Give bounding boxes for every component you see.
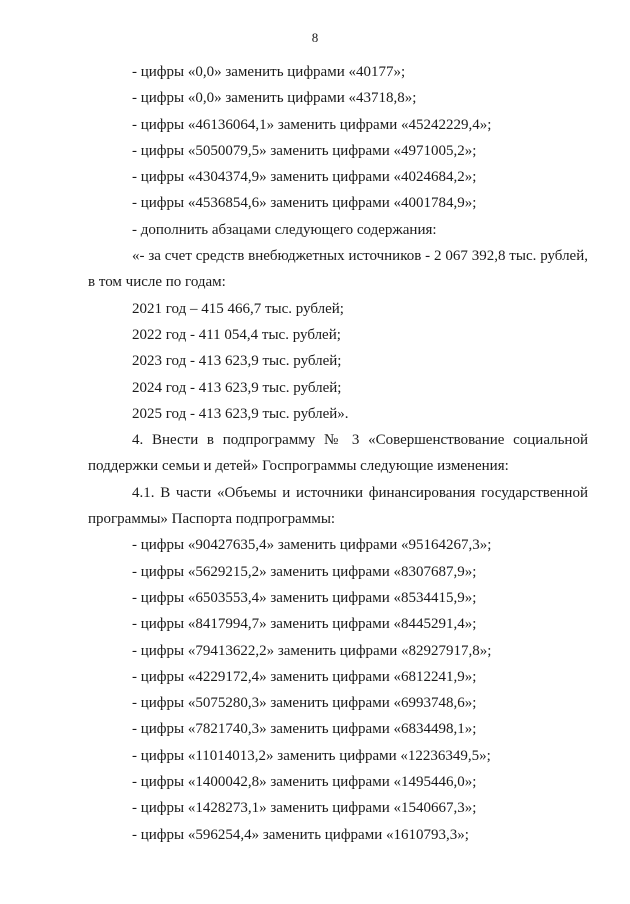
text-line: - цифры «8417994,7» заменить цифрами «8445291,4»; <box>132 616 477 633</box>
text-line: - цифры «79413622,2» заменить цифрами «82927917,8»; <box>132 642 492 659</box>
text-line: 2021 год – 415 466,7 тыс. рублей; <box>132 300 344 317</box>
text-line: - цифры «1400042,8» заменить цифрами «1495446,0»; <box>132 774 477 791</box>
document-body <box>88 59 588 848</box>
text-line: - цифры «1428273,1» заменить цифрами «1540667,3»; <box>132 800 477 817</box>
text-line: 2023 год - 413 623,9 тыс. рублей; <box>132 353 342 370</box>
text-line: - цифры «0,0» заменить цифрами «40177»; <box>132 64 406 80</box>
text-line: программы» Паспорта подпрограммы: <box>88 511 336 528</box>
text-line: - цифры «596254,4» заменить цифрами «1610793,3»; <box>132 826 469 843</box>
text-line: - цифры «7821740,3» заменить цифрами «6834498,1»; <box>132 721 477 738</box>
text-line: - цифры «4304374,9» заменить цифрами «4024684,2»; <box>132 169 477 186</box>
text-line: - дополнить абзацами следующего содержания: <box>132 221 437 238</box>
text-line: 2024 год - 413 623,9 тыс. рублей; <box>132 379 342 396</box>
text-line: поддержки семьи и детей» Госпрограммы следующие изменения: <box>88 458 509 475</box>
text-line: - цифры «11014013,2» заменить цифрами «12236349,5»; <box>132 747 491 764</box>
page-number: 8 <box>311 30 319 45</box>
text-line: 2025 год - 413 623,9 тыс. рублей». <box>132 405 349 422</box>
text-line: - цифры «5629215,2» заменить цифрами «8307687,9»; <box>132 563 477 580</box>
text-line: в том числе по годам: <box>88 274 226 291</box>
text-line: 4.1. В части «Объемы и источники финансирования государственной <box>132 484 588 501</box>
text-line: - цифры «5050079,5» заменить цифрами «4971005,2»; <box>132 142 477 159</box>
text-line: - цифры «46136064,1» заменить цифрами «45242229,4»; <box>132 116 492 133</box>
text-line: 2022 год - 411 054,4 тыс. рублей; <box>132 326 341 343</box>
text-line: «- за счет средств внебюджетных источников - 2 067 392,8 тыс. рублей, <box>132 248 588 265</box>
text-line: - цифры «4536854,6» заменить цифрами «4001784,9»; <box>132 195 477 212</box>
text-line: - цифры «4229172,4» заменить цифрами «6812241,9»; <box>132 668 477 685</box>
text-line: - цифры «90427635,4» заменить цифрами «95164267,3»; <box>132 537 492 554</box>
text-line: 4. Внести в подпрограмму № 3 «Совершенствование социальной <box>132 432 588 449</box>
text-line: - цифры «0,0» заменить цифрами «43718,8»; <box>132 90 417 107</box>
text-line: - цифры «6503553,4» заменить цифрами «8534415,9»; <box>132 589 477 606</box>
text-line: - цифры «5075280,3» заменить цифрами «6993748,6»; <box>132 695 477 712</box>
